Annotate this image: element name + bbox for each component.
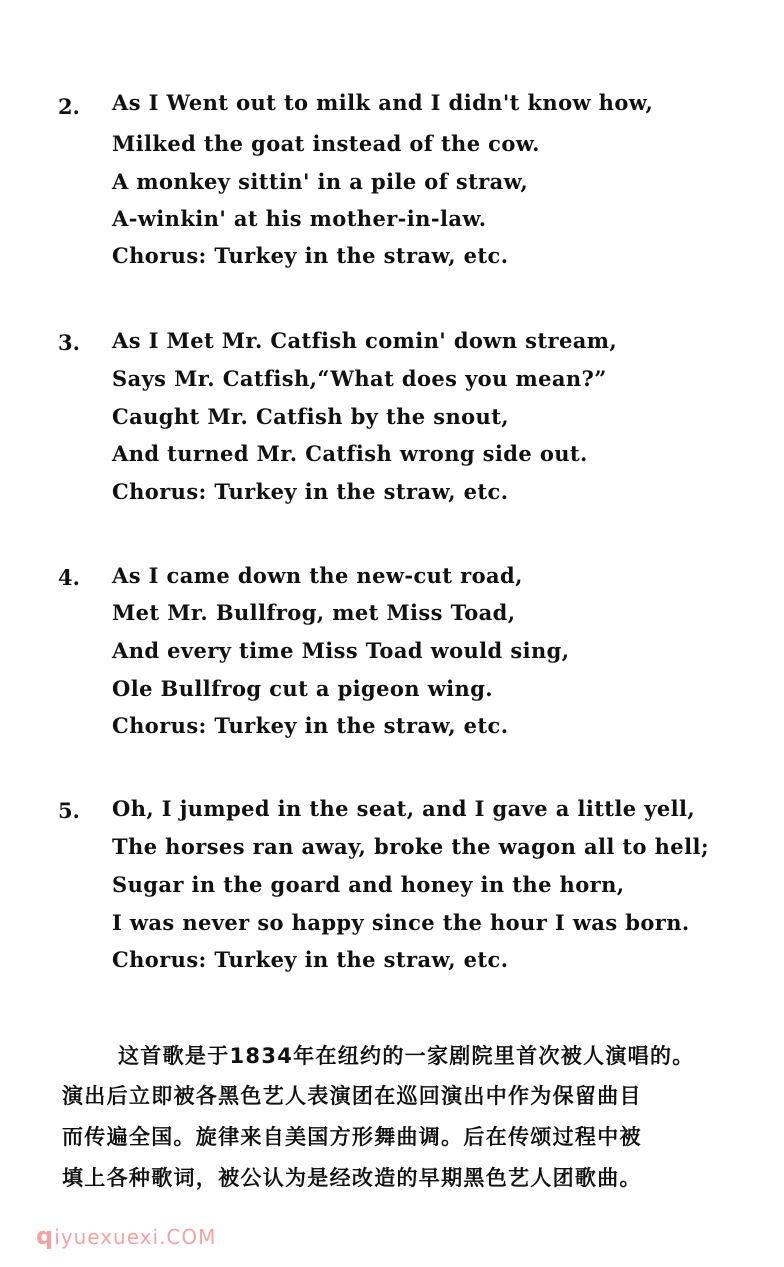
verse-line: Oh, I jumped in the seat, and I gave a little yell, xyxy=(112,796,696,821)
note-line: 而传遍全国。旋律来自美国方形舞曲调。后在传颂过程中被 xyxy=(62,1125,642,1149)
verse-line: A-winkin' at his mother-in-law. xyxy=(112,206,487,231)
verse-line: Caught Mr. Catfish by the snout, xyxy=(112,404,510,429)
verse-line: Milked the goat instead of the cow. xyxy=(112,131,540,156)
note-line: 演出后立即被各黑色艺人表演团在巡回演出中作为保留曲目 xyxy=(62,1084,642,1108)
verse-line: As I came down the new-cut road, xyxy=(112,563,523,588)
verse-line: As I Met Mr. Catfish comin' down stream, xyxy=(112,328,618,353)
chorus-line: Chorus: Turkey in the straw, etc. xyxy=(112,947,509,972)
verse-number: 4. xyxy=(58,565,80,590)
verse-line: I was never so happy since the hour I was born. xyxy=(112,910,690,935)
verse-line: Says Mr. Catfish,“What does you mean?” xyxy=(112,366,607,391)
verse-line: As I Went out to milk and I didn't know how, xyxy=(112,90,654,115)
verse-number: 3. xyxy=(58,330,80,355)
chorus-line: Chorus: Turkey in the straw, etc. xyxy=(112,243,509,268)
verse-line: And turned Mr. Catfish wrong side out. xyxy=(112,441,588,466)
watermark-logo-q: q xyxy=(36,1222,55,1250)
verse-line: Sugar in the goard and honey in the horn, xyxy=(112,872,625,897)
verse-line: Ole Bullfrog cut a pigeon wing. xyxy=(112,676,494,701)
watermark-text: iyuexuexi.COM xyxy=(54,1225,217,1249)
note-line: 这首歌是于1834年在纽约的一家剧院里首次被人演唱的。 xyxy=(118,1044,695,1068)
site-watermark xyxy=(36,1222,216,1250)
verse-line: And every time Miss Toad would sing, xyxy=(112,638,570,663)
verse-number: 5. xyxy=(58,798,80,823)
verse-line: Met Mr. Bullfrog, met Miss Toad, xyxy=(112,600,516,625)
verse-line: A monkey sittin' in a pile of straw, xyxy=(112,169,529,194)
chorus-line: Chorus: Turkey in the straw, etc. xyxy=(112,713,509,738)
verse-number: 2. xyxy=(58,94,80,119)
verse-line: The horses ran away, broke the wagon all to hell; xyxy=(112,834,709,859)
note-line: 填上各种歌词，被公认为是经改造的早期黑色艺人团歌曲。 xyxy=(62,1166,642,1190)
chorus-line: Chorus: Turkey in the straw, etc. xyxy=(112,479,509,504)
